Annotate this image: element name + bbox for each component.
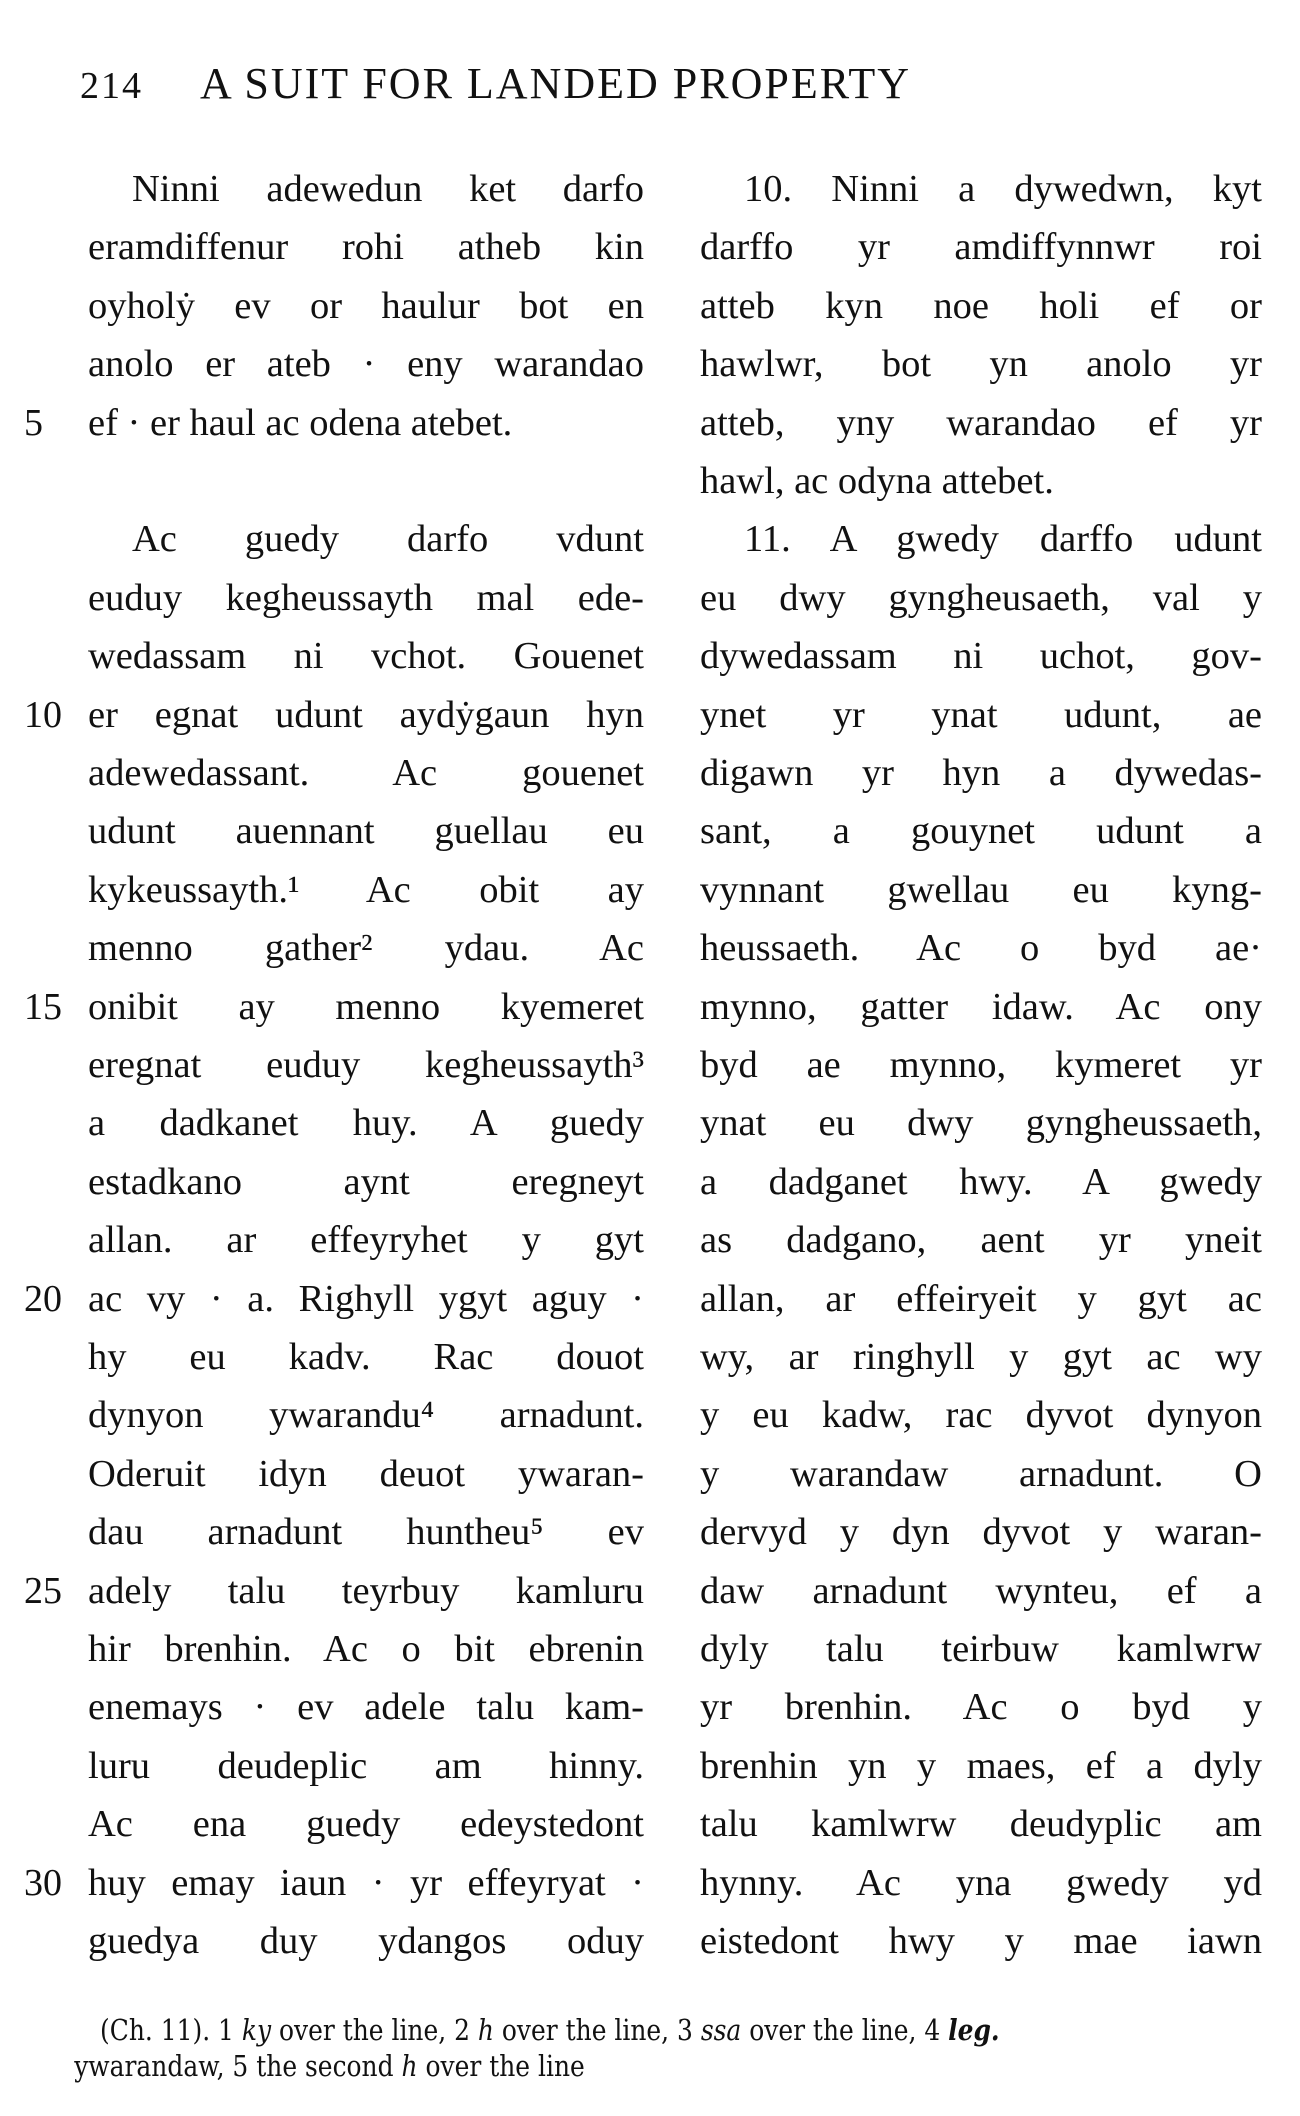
footnote-text: over the line, 2 [271,2013,478,2047]
footnote-text: over the line [417,2049,585,2083]
line-number: 5 [24,401,43,444]
text-line: mynno, gatter idaw. Ac ony [700,985,1262,1028]
text-line: yr brenhin. Ac o byd y [700,1686,1262,1729]
text-line: ynat eu dwy gyngheussaeth, [700,1102,1262,1145]
footnote-text: over the line, 3 [493,2013,701,2047]
text-line: daw arnadunt wynteu, ef a [700,1569,1262,1612]
page-title: A SUIT FOR LANDED PROPERTY [200,59,912,108]
text-line: adewedassant. Ac gouenet [88,752,644,794]
text-line: atteb, yny warandao ef yr [700,401,1262,444]
text-line: luru deudeplic am hinny. [88,1744,644,1787]
text-line: guedya duy ydangos oduy [88,1920,644,1962]
text-line: er egnat udunt aydẏgaun hyn [88,693,644,736]
text-line: wedassam ni vchot. Gouenet [88,635,644,678]
text-line: allan. ar effeyryhet y gyt [88,1219,644,1262]
text-line: huy emay iaun · yr effeyryat · [88,1861,644,1904]
text-line: ef · er haul ac odena atebet. [88,401,513,444]
text-line: kykeussayth.¹ Ac obit ay [88,868,644,911]
text-line: byd ae mynno, kymeret yr [700,1044,1262,1086]
text-line: Ac guedy darfo vdunt [132,518,644,561]
text-line: as dadgano, aent yr yneit [700,1219,1262,1262]
text-line: brenhin yn y maes, ef a dyly [700,1744,1262,1787]
footnote-italic: ssa [700,2013,742,2047]
text-line: anolo er ateb · eny warandao [88,343,644,386]
footnote-text: over the line, 4 [741,2013,949,2047]
line-number: 30 [24,1861,62,1904]
text-line: enemays · ev adele talu kam- [88,1686,644,1729]
text-line: eistedont hwy y mae iawn [700,1920,1262,1962]
text-line: ynet yr ynat udunt, ae [700,693,1262,736]
text-line: dyly talu teirbuw kamlwrw [700,1628,1262,1670]
text-line: Ninni adewedun ket darfo [132,168,644,210]
text-line: 10. Ninni a dywedwn, kyt [744,168,1262,210]
text-line: a dadkanet huy. A guedy [88,1102,644,1145]
text-line: Ac ena guedy edeystedont [88,1803,644,1846]
text-line: hy eu kadv. Rac douot [88,1336,644,1378]
footnote-text: (Ch. 11). 1 [100,2013,242,2047]
text-line: dynyon ywarandu⁴ arnadunt. [88,1394,644,1437]
text-line: digawn yr hyn a dywedas- [700,752,1262,794]
text-line: eramdiffenur rohi atheb kin [88,226,644,269]
text-line: dywedassam ni uchot, gov- [700,635,1262,678]
text-line: sant, a gouynet udunt a [700,810,1262,853]
line-number: 15 [24,985,62,1028]
text-line: dervyd y dyn dyvot y waran- [700,1511,1262,1554]
text-line: y eu kadw, rac dyvot dynyon [700,1394,1262,1437]
text-line: euduy kegheussayth mal ede- [88,576,644,619]
text-line: oyholẏ ev or haulur bot en [88,284,644,327]
footnote-italic: ky [241,2013,272,2047]
text-line: hawl, ac odyna attebet. [700,460,1054,502]
footnote-italic: h [477,2013,494,2047]
text-line: estadkano aynt eregneyt [88,1160,644,1203]
text-line: hir brenhin. Ac o bit ebrenin [88,1628,644,1670]
text-line: heussaeth. Ac o byd ae· [700,927,1262,970]
footnote-line-1 [100,2012,1115,2048]
text-line: 11. A gwedy darffo udunt [744,518,1262,561]
text-line: udunt auennant guellau eu [88,810,644,853]
text-line: hawlwr, bot yn anolo yr [700,343,1262,386]
text-line: vynnant gwellau eu kyng- [700,868,1262,911]
footnote-italic: leg. [948,2013,1000,2047]
text-line: hynny. Ac yna gwedy yd [700,1861,1262,1904]
text-line: allan, ar effeiryeit y gyt ac [700,1277,1262,1320]
line-number: 20 [24,1277,62,1320]
footnote-italic: h [401,2049,418,2083]
text-line: onibit ay menno kyemeret [88,985,644,1028]
text-line: adely talu teyrbuy kamluru [88,1569,644,1612]
text-line: eu dwy gyngheusaeth, val y [700,576,1262,619]
running-header [80,58,911,109]
text-line: darffo yr amdiffynnwr roi [700,226,1262,269]
text-line: talu kamlwrw deudyplic am [700,1803,1262,1846]
text-line: ac vy · a. Righyll ygyt aguy · [88,1277,644,1320]
text-line: Oderuit idyn deuot ywaran- [88,1452,644,1495]
line-number: 10 [24,693,62,736]
text-line: atteb kyn noe holi ef or [700,284,1262,327]
text-line: a dadganet hwy. A gwedy [700,1160,1262,1203]
footnote [74,2012,1115,2084]
footnote-text: ywarandaw, 5 the second [74,2049,402,2083]
text-line: menno gather² ydau. Ac [88,927,644,970]
footnote-line-2 [74,2048,1115,2084]
text-line: dau arnadunt huntheu⁵ ev [88,1511,644,1554]
text-line: wy, ar ringhyll y gyt ac wy [700,1336,1262,1378]
text-line: eregnat euduy kegheussayth³ [88,1044,644,1086]
line-number: 25 [24,1569,62,1612]
page-number: 214 [80,65,143,107]
text-line: y warandaw arnadunt. O [700,1452,1262,1495]
